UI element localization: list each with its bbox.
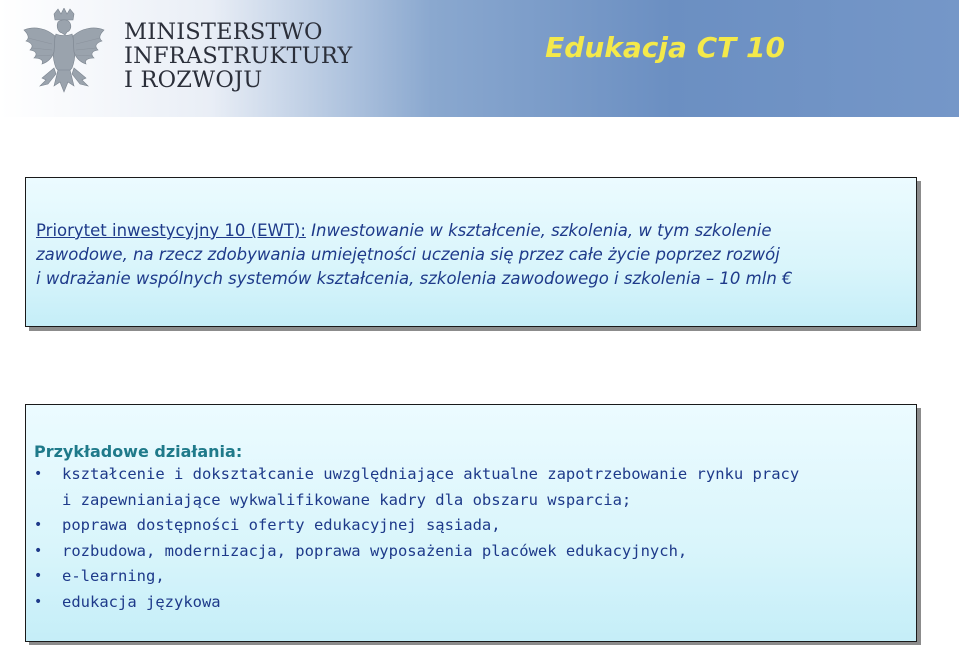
polish-eagle-emblem-icon (18, 8, 110, 108)
actions-box (25, 404, 917, 642)
priority-line-1-text: Inwestowanie w kształcenie, szkolenia, w tym szkolenie (305, 221, 772, 240)
list-item (34, 564, 908, 590)
priority-line-1 (36, 219, 908, 243)
actions-heading: Przykładowe działania: (34, 442, 243, 461)
list-item-line-2: i zapewnianiające wykwalifikowane kadry dla obszaru wsparcia; (62, 490, 632, 509)
ministry-name (124, 20, 352, 92)
priority-text (36, 219, 908, 291)
list-item-line-1: e-learning, (62, 567, 165, 585)
list-item-line-1: rozbudowa, modernizacja, poprawa wyposażenia placówek edukacyjnych, (62, 541, 688, 560)
bullet-dot-icon: • (34, 542, 43, 559)
priority-label: Priorytet inwestycyjny 10 (EWT): (36, 221, 306, 240)
list-item (34, 513, 908, 539)
bullet-dot-icon: • (34, 466, 43, 482)
actions-list (34, 462, 908, 615)
priority-line-3: i wdrażanie wspólnych systemów kształcenia, szkolenia zawodowego i szkolenia – 10 mln € (36, 269, 793, 288)
bullet-dot-icon: • (34, 568, 43, 584)
priority-box (25, 177, 917, 327)
bullet-dot-icon: • (34, 593, 43, 610)
slide-title: Edukacja CT 10 (545, 31, 785, 64)
list-item (34, 590, 908, 616)
list-item-line-1: kształcenie i dokształcanie uwzględniające aktualne zapotrzebowanie rynku pracy (62, 465, 800, 483)
list-item (34, 539, 908, 565)
list-item-line-1: poprawa dostępności oferty edukacyjnej sąsiada, (62, 516, 501, 534)
bullet-dot-icon: • (34, 517, 43, 533)
header-banner (0, 0, 959, 117)
ministry-name-line-2: INFRASTRUKTURY (124, 43, 353, 69)
list-item-line-1: edukacja językowa (62, 592, 221, 611)
list-item (34, 462, 908, 513)
actions-content (34, 439, 908, 615)
priority-line-2: zawodowe, na rzecz zdobywania umiejętności uczenia się przez całe życie poprzez rozwój (36, 245, 780, 264)
ministry-name-line-1: MINISTERSTWO (124, 19, 323, 45)
ministry-name-line-3: I ROZWOJU (124, 67, 263, 93)
